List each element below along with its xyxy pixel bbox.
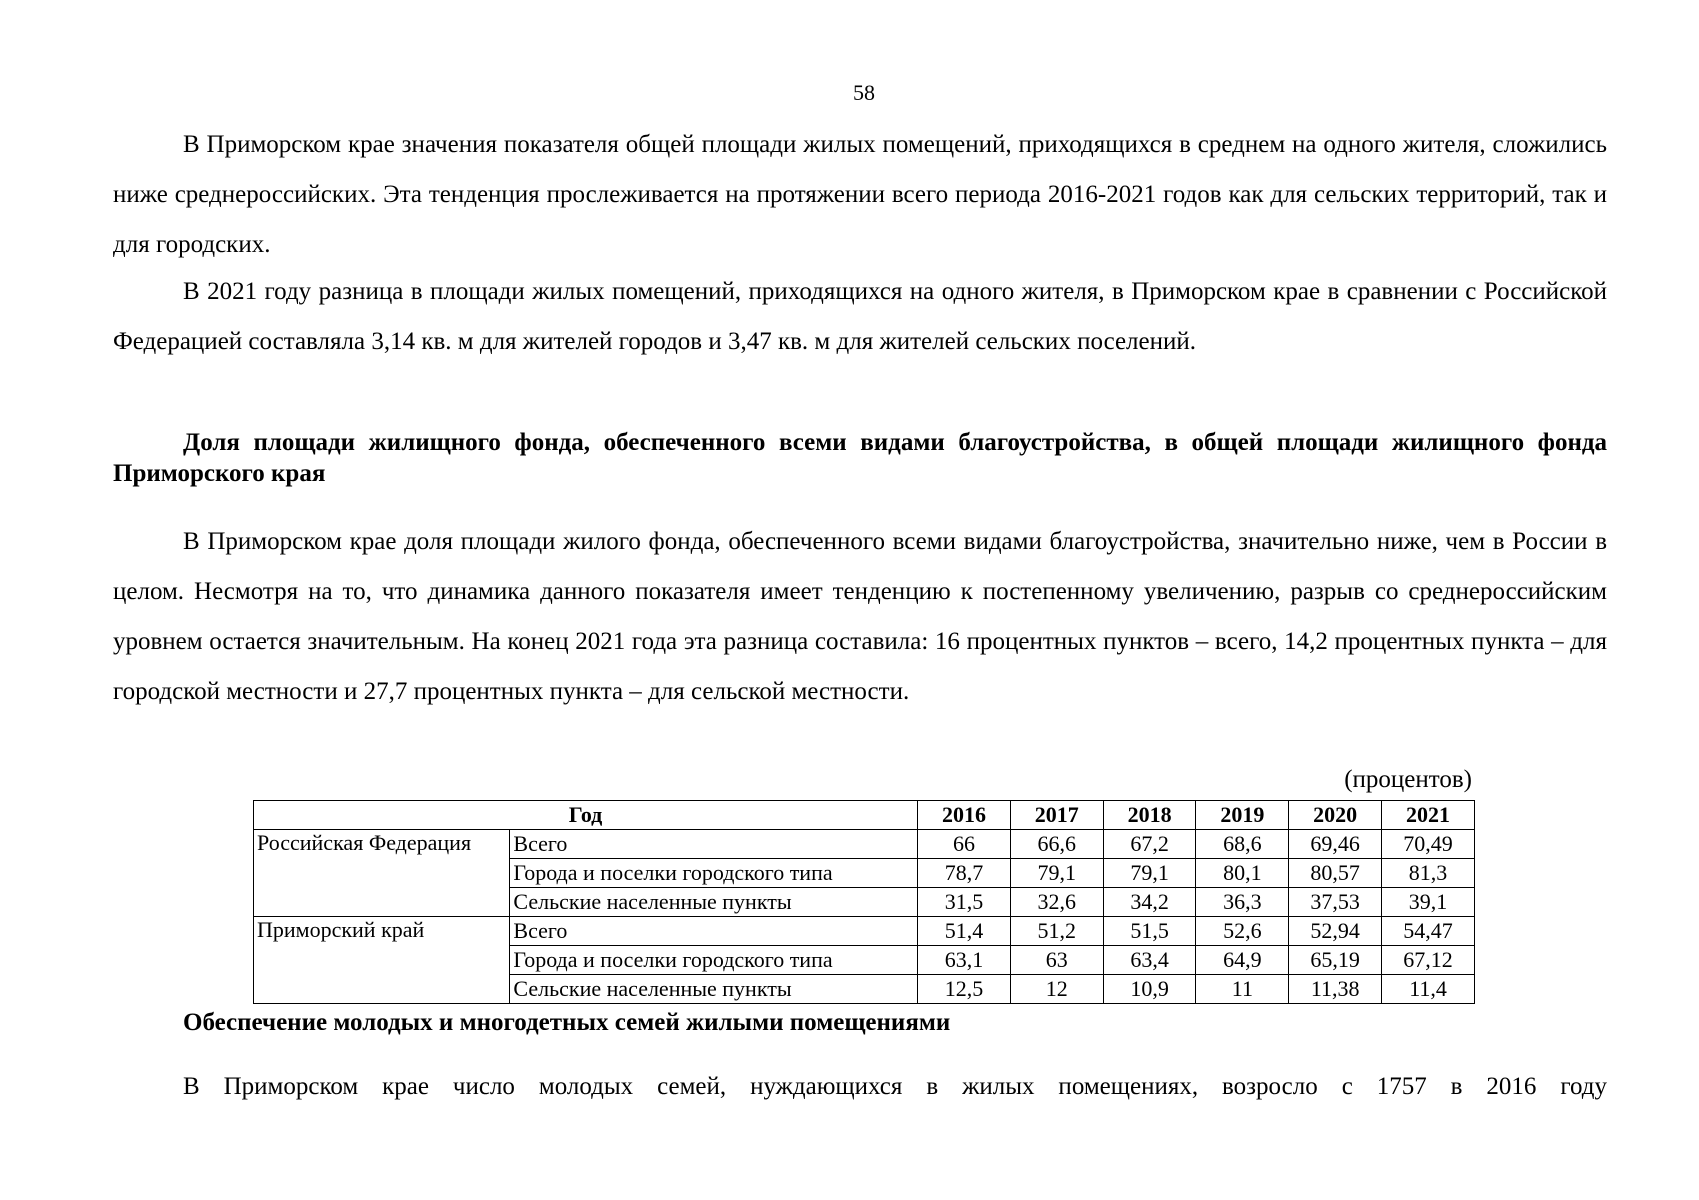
category-cell: Города и поселки городского типа bbox=[510, 946, 918, 975]
value-cell: 81,3 bbox=[1382, 859, 1475, 888]
table-header-row bbox=[254, 801, 1475, 830]
value-cell: 80,57 bbox=[1289, 859, 1382, 888]
category-cell: Сельские населенные пункты bbox=[510, 888, 918, 917]
paragraph-young-families: В Приморском крае число молодых семей, нуждающихся в жилых помещениях, возросло с 1757 в 2016 году bbox=[183, 1073, 1607, 1100]
header-year-label: Год bbox=[254, 801, 918, 830]
value-cell: 78,7 bbox=[918, 859, 1011, 888]
value-cell: 70,49 bbox=[1382, 830, 1475, 859]
paragraph-area-difference: В 2021 году разница в площади жилых помещений, приходящихся на одного жителя, в Приморском крае в сравнении с Российской Федерацией составляла 3,14 кв. м для жителей городов и 3,47 кв. м для жителей сельских поселений. bbox=[113, 278, 1607, 355]
section-heading-young-families: Обеспечение молодых и многодетных семей жилыми помещениями bbox=[183, 1009, 951, 1036]
header-year: 2019 bbox=[1196, 801, 1289, 830]
category-cell: Сельские населенные пункты bbox=[510, 975, 918, 1004]
value-cell: 34,2 bbox=[1103, 888, 1196, 917]
value-cell: 11,38 bbox=[1289, 975, 1382, 1004]
value-cell: 63,1 bbox=[918, 946, 1011, 975]
value-cell: 51,5 bbox=[1103, 917, 1196, 946]
value-cell: 67,12 bbox=[1382, 946, 1475, 975]
value-cell: 51,2 bbox=[1010, 917, 1103, 946]
value-cell: 39,1 bbox=[1382, 888, 1475, 917]
value-cell: 65,19 bbox=[1289, 946, 1382, 975]
table-row bbox=[254, 917, 1475, 946]
paragraph-living-area: В Приморском крае значения показателя общей площади жилых помещений, приходящихся в среднем на одного жителя, сложились ниже среднероссийских. Эта тенденция прослеживается на протяжении всего периода 2016-2021 годов как для сельских территорий, так и для городских. bbox=[113, 131, 1607, 258]
region-cell: Российская Федерация bbox=[254, 830, 510, 917]
value-cell: 36,3 bbox=[1196, 888, 1289, 917]
category-cell: Всего bbox=[510, 917, 918, 946]
value-cell: 32,6 bbox=[1010, 888, 1103, 917]
category-cell: Города и поселки городского типа bbox=[510, 859, 918, 888]
table-row bbox=[254, 830, 1475, 859]
value-cell: 12,5 bbox=[918, 975, 1011, 1004]
value-cell: 11 bbox=[1196, 975, 1289, 1004]
value-cell: 52,94 bbox=[1289, 917, 1382, 946]
value-cell: 79,1 bbox=[1103, 859, 1196, 888]
header-year: 2016 bbox=[918, 801, 1011, 830]
value-cell: 54,47 bbox=[1382, 917, 1475, 946]
value-cell: 80,1 bbox=[1196, 859, 1289, 888]
section-heading-amenities: Доля площади жилищного фонда, обеспеченного всеми видами благоустройства, в общей площади жилищного фонда Приморского края bbox=[113, 429, 1607, 487]
value-cell: 12 bbox=[1010, 975, 1103, 1004]
value-cell: 63,4 bbox=[1103, 946, 1196, 975]
header-year: 2018 bbox=[1103, 801, 1196, 830]
header-year: 2020 bbox=[1289, 801, 1382, 830]
value-cell: 31,5 bbox=[918, 888, 1011, 917]
value-cell: 64,9 bbox=[1196, 946, 1289, 975]
header-year: 2017 bbox=[1010, 801, 1103, 830]
value-cell: 52,6 bbox=[1196, 917, 1289, 946]
value-cell: 66,6 bbox=[1010, 830, 1103, 859]
value-cell: 63 bbox=[1010, 946, 1103, 975]
value-cell: 11,4 bbox=[1382, 975, 1475, 1004]
header-year: 2021 bbox=[1382, 801, 1475, 830]
value-cell: 66 bbox=[918, 830, 1011, 859]
value-cell: 10,9 bbox=[1103, 975, 1196, 1004]
value-cell: 68,6 bbox=[1196, 830, 1289, 859]
value-cell: 37,53 bbox=[1289, 888, 1382, 917]
value-cell: 79,1 bbox=[1010, 859, 1103, 888]
value-cell: 51,4 bbox=[918, 917, 1011, 946]
value-cell: 67,2 bbox=[1103, 830, 1196, 859]
amenities-table bbox=[253, 800, 1475, 1004]
value-cell: 69,46 bbox=[1289, 830, 1382, 859]
category-cell: Всего bbox=[510, 830, 918, 859]
region-cell: Приморский край bbox=[254, 917, 510, 1004]
page-number: 58 bbox=[853, 80, 875, 105]
paragraph-amenities-share: В Приморском крае доля площади жилого фонда, обеспеченного всеми видами благоустройства, значительно ниже, чем в России в целом. Несмотря на то, что динамика данного показателя имеет тенденцию к постепенному увеличению, разрыв со среднероссийским уровнем остается значительным. На конец 2021 года эта разница составила: 16 процентных пунктов – всего, 14,2 процентных пункта – для городской местности и 27,7 процентных пункта – для сельской местности. bbox=[113, 528, 1607, 705]
table-units: (процентов) bbox=[1344, 766, 1472, 793]
